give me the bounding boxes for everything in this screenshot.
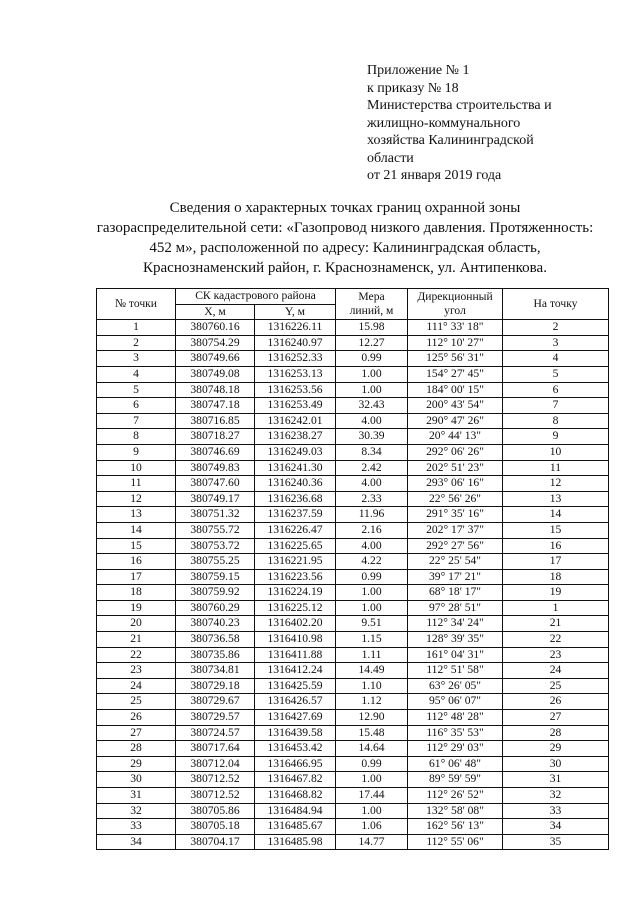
cell-to-point: 24 [503,663,609,679]
cell-to-point: 13 [503,491,609,507]
cell-to-point: 19 [503,585,609,601]
heading-line: Сведения о характерных точках границ охранной зоны [169,200,521,216]
table-row [97,678,609,694]
cell-angle: 116° 35' 53" [408,725,503,741]
cell-angle: 161° 04' 31" [408,647,503,663]
cell-to-point: 31 [503,772,609,788]
cell-point-no: 32 [97,803,176,819]
appendix-line: Приложение № 1 [367,63,470,78]
cell-point-no: 2 [97,335,176,351]
cell-length: 0.99 [336,756,408,772]
cell-angle: 22° 56' 26" [408,491,503,507]
cell-angle: 290° 47' 26" [408,413,503,429]
cell-angle: 292° 06' 26" [408,444,503,460]
cell-angle: 293° 06' 16" [408,476,503,492]
cell-to-point: 26 [503,694,609,710]
cell-length: 15.98 [336,320,408,336]
table-row [97,476,609,492]
cell-to-point: 34 [503,819,609,835]
cell-to-point: 16 [503,538,609,554]
cell-point-no: 34 [97,834,176,850]
heading-line: 452 м», расположенной по адресу: Калининградская область, [149,240,541,256]
cell-x: 380718.27 [176,429,255,445]
table-row [97,351,609,367]
table-row [97,710,609,726]
cell-point-no: 14 [97,522,176,538]
appendix-line: хозяйства Калининградской [367,133,534,148]
appendix-line: области [367,150,414,166]
cell-length: 1.00 [336,772,408,788]
document-heading [80,198,610,278]
table-row [97,834,609,850]
cell-length: 1.12 [336,694,408,710]
cell-x: 380754.29 [176,335,255,351]
cell-to-point: 28 [503,725,609,741]
cell-y: 1316453.42 [255,741,336,757]
cell-x: 380749.83 [176,460,255,476]
header-length: Мера линий, м [336,289,408,320]
cell-x: 380749.08 [176,366,255,382]
cell-length: 32.43 [336,398,408,414]
cell-to-point: 35 [503,834,609,850]
cell-length: 11.96 [336,507,408,523]
cell-to-point: 18 [503,569,609,585]
appendix-line: к приказу № 18 [367,80,459,96]
cell-length: 12.90 [336,710,408,726]
cell-y: 1316468.82 [255,788,336,804]
cell-x: 380735.86 [176,647,255,663]
cell-point-no: 27 [97,725,176,741]
cell-x: 380729.18 [176,678,255,694]
table-row [97,413,609,429]
cell-to-point: 30 [503,756,609,772]
cell-angle: 128° 39' 35" [408,632,503,648]
cell-to-point: 27 [503,710,609,726]
cell-length: 1.00 [336,366,408,382]
table-row [97,366,609,382]
table-row [97,444,609,460]
cell-x: 380724.57 [176,725,255,741]
cell-point-no: 31 [97,788,176,804]
table-row [97,460,609,476]
cell-length: 4.22 [336,554,408,570]
cell-length: 1.00 [336,803,408,819]
cell-point-no: 10 [97,460,176,476]
cell-to-point: 6 [503,382,609,398]
cell-x: 380740.23 [176,616,255,632]
cell-x: 380748.18 [176,382,255,398]
cell-length: 1.11 [336,647,408,663]
cell-y: 1316240.97 [255,335,336,351]
table-row [97,647,609,663]
cell-angle: 61° 06' 48" [408,756,503,772]
cell-y: 1316221.95 [255,554,336,570]
table-row [97,600,609,616]
cell-y: 1316225.12 [255,600,336,616]
cell-y: 1316252.33 [255,351,336,367]
cell-angle: 202° 51' 23" [408,460,503,476]
cell-to-point: 14 [503,507,609,523]
cell-angle: 292° 27' 56" [408,538,503,554]
cell-length: 4.00 [336,538,408,554]
cell-x: 380704.17 [176,834,255,850]
cell-y: 1316410.98 [255,632,336,648]
cell-point-no: 26 [97,710,176,726]
cell-point-no: 18 [97,585,176,601]
cell-y: 1316242.01 [255,413,336,429]
cell-to-point: 25 [503,678,609,694]
cell-to-point: 23 [503,647,609,663]
table-body [97,320,609,850]
table-row [97,803,609,819]
cell-y: 1316425.59 [255,678,336,694]
cell-angle: 39° 17' 21" [408,569,503,585]
cell-angle: 20° 44' 13" [408,429,503,445]
cell-length: 2.33 [336,491,408,507]
header-cs: СК кадастрового района [176,289,336,305]
cell-point-no: 15 [97,538,176,554]
cell-point-no: 22 [97,647,176,663]
cell-to-point: 21 [503,616,609,632]
cell-y: 1316224.19 [255,585,336,601]
table-row [97,569,609,585]
cell-angle: 184° 00' 15" [408,382,503,398]
header-x: X, м [176,304,255,320]
cell-y: 1316466.95 [255,756,336,772]
cell-x: 380716.85 [176,413,255,429]
cell-x: 380705.18 [176,819,255,835]
cell-angle: 200° 43' 54" [408,398,503,414]
cell-y: 1316236.68 [255,491,336,507]
cell-point-no: 23 [97,663,176,679]
cell-x: 380747.18 [176,398,255,414]
cell-angle: 112° 51' 58" [408,663,503,679]
cell-angle: 154° 27' 45" [408,366,503,382]
cell-angle: 132° 58' 08" [408,803,503,819]
cell-length: 1.06 [336,819,408,835]
cell-angle: 97° 28' 51" [408,600,503,616]
table-row [97,741,609,757]
table-row [97,772,609,788]
header-y: Y, м [255,304,336,320]
cell-y: 1316253.49 [255,398,336,414]
cell-to-point: 9 [503,429,609,445]
cell-length: 1.00 [336,382,408,398]
cell-to-point: 7 [503,398,609,414]
cell-y: 1316426.57 [255,694,336,710]
boundary-points-table [96,288,609,850]
cell-x: 380760.16 [176,320,255,336]
cell-angle: 112° 26' 52" [408,788,503,804]
cell-y: 1316225.65 [255,538,336,554]
cell-length: 1.10 [336,678,408,694]
cell-length: 14.64 [336,741,408,757]
table-row [97,491,609,507]
cell-y: 1316249.03 [255,444,336,460]
cell-y: 1316427.69 [255,710,336,726]
cell-angle: 291° 35' 16" [408,507,503,523]
table-row [97,429,609,445]
cell-angle: 125° 56' 31" [408,351,503,367]
cell-point-no: 21 [97,632,176,648]
cell-length: 12.27 [336,335,408,351]
cell-y: 1316253.13 [255,366,336,382]
cell-y: 1316412.24 [255,663,336,679]
table-row [97,788,609,804]
cell-point-no: 7 [97,413,176,429]
cell-length: 8.34 [336,444,408,460]
cell-x: 380712.04 [176,756,255,772]
cell-length: 30.39 [336,429,408,445]
cell-point-no: 4 [97,366,176,382]
cell-length: 1.00 [336,585,408,601]
cell-point-no: 24 [97,678,176,694]
cell-angle: 162° 56' 13" [408,819,503,835]
cell-to-point: 32 [503,788,609,804]
cell-angle: 202° 17' 37" [408,522,503,538]
cell-x: 380759.15 [176,569,255,585]
cell-x: 380749.66 [176,351,255,367]
cell-angle: 22° 25' 54" [408,554,503,570]
heading-line: газораспределительной сети: «Газопровод низкого давления. Протяженность: [96,220,594,236]
cell-length: 4.00 [336,413,408,429]
cell-to-point: 4 [503,351,609,367]
cell-angle: 89° 59' 59" [408,772,503,788]
cell-point-no: 29 [97,756,176,772]
cell-y: 1316226.11 [255,320,336,336]
cell-point-no: 20 [97,616,176,632]
cell-angle: 112° 34' 24" [408,616,503,632]
cell-y: 1316253.56 [255,382,336,398]
cell-to-point: 22 [503,632,609,648]
cell-to-point: 11 [503,460,609,476]
cell-x: 380736.58 [176,632,255,648]
cell-y: 1316485.67 [255,819,336,835]
cell-point-no: 9 [97,444,176,460]
table-row [97,335,609,351]
table-row [97,398,609,414]
cell-point-no: 6 [97,398,176,414]
cell-length: 9.51 [336,616,408,632]
cell-to-point: 29 [503,741,609,757]
appendix-line: Министерства строительства и [367,98,552,113]
cell-to-point: 1 [503,600,609,616]
heading-line: Краснознаменский район, г. Краснознаменск, ул. Антипенкова. [143,260,547,276]
cell-x: 380712.52 [176,788,255,804]
cell-angle: 111° 33' 18" [408,320,503,336]
cell-x: 380759.92 [176,585,255,601]
header-angle: Дирекционный угол [408,289,503,320]
table-row [97,554,609,570]
cell-angle: 112° 10' 27" [408,335,503,351]
cell-x: 380749.17 [176,491,255,507]
cell-to-point: 17 [503,554,609,570]
cell-x: 380734.81 [176,663,255,679]
cell-point-no: 11 [97,476,176,492]
table-row [97,320,609,336]
cell-length: 15.48 [336,725,408,741]
cell-y: 1316439.58 [255,725,336,741]
cell-point-no: 12 [97,491,176,507]
cell-to-point: 15 [503,522,609,538]
header-to-point: На точку [503,289,609,320]
cell-y: 1316485.98 [255,834,336,850]
cell-y: 1316467.82 [255,772,336,788]
cell-x: 380747.60 [176,476,255,492]
cell-point-no: 1 [97,320,176,336]
cell-point-no: 16 [97,554,176,570]
cell-length: 17.44 [336,788,408,804]
cell-to-point: 3 [503,335,609,351]
table-row [97,538,609,554]
cell-point-no: 3 [97,351,176,367]
cell-y: 1316237.59 [255,507,336,523]
cell-angle: 68° 18' 17" [408,585,503,601]
cell-to-point: 2 [503,320,609,336]
cell-to-point: 10 [503,444,609,460]
cell-x: 380729.57 [176,710,255,726]
table-row [97,756,609,772]
cell-length: 4.00 [336,476,408,492]
cell-length: 0.99 [336,569,408,585]
cell-to-point: 12 [503,476,609,492]
cell-y: 1316240.36 [255,476,336,492]
appendix-block [367,62,617,185]
cell-to-point: 8 [503,413,609,429]
cell-angle: 63° 26' 05" [408,678,503,694]
table-header-row [97,289,609,305]
cell-x: 380705.86 [176,803,255,819]
table-row [97,632,609,648]
cell-length: 14.77 [336,834,408,850]
cell-point-no: 17 [97,569,176,585]
cell-length: 0.99 [336,351,408,367]
cell-point-no: 25 [97,694,176,710]
cell-angle: 95° 06' 07" [408,694,503,710]
cell-length: 1.00 [336,600,408,616]
cell-angle: 112° 48' 28" [408,710,503,726]
table-row [97,585,609,601]
cell-to-point: 33 [503,803,609,819]
table-row [97,694,609,710]
cell-x: 380751.32 [176,507,255,523]
cell-y: 1316226.47 [255,522,336,538]
cell-y: 1316411.88 [255,647,336,663]
cell-point-no: 33 [97,819,176,835]
cell-length: 1.15 [336,632,408,648]
cell-point-no: 28 [97,741,176,757]
cell-angle: 112° 55' 06" [408,834,503,850]
table-row [97,725,609,741]
cell-length: 2.42 [336,460,408,476]
cell-length: 14.49 [336,663,408,679]
cell-x: 380717.64 [176,741,255,757]
header-point-no: № точки [97,289,176,320]
appendix-line: от 21 января 2019 года [367,168,502,183]
cell-y: 1316241.30 [255,460,336,476]
table-row [97,507,609,523]
cell-y: 1316223.56 [255,569,336,585]
appendix-line: жилищно-коммунального [367,115,521,131]
cell-point-no: 8 [97,429,176,445]
table-row [97,522,609,538]
cell-angle: 112° 29' 03" [408,741,503,757]
cell-x: 380729.67 [176,694,255,710]
table-row [97,819,609,835]
cell-x: 380755.72 [176,522,255,538]
cell-point-no: 30 [97,772,176,788]
cell-y: 1316484.94 [255,803,336,819]
cell-point-no: 13 [97,507,176,523]
cell-x: 380746.69 [176,444,255,460]
cell-x: 380753.72 [176,538,255,554]
cell-y: 1316402.20 [255,616,336,632]
table-row [97,663,609,679]
cell-x: 380712.52 [176,772,255,788]
cell-length: 2.16 [336,522,408,538]
table-row [97,616,609,632]
cell-y: 1316238.27 [255,429,336,445]
cell-x: 380760.29 [176,600,255,616]
table-row [97,382,609,398]
cell-point-no: 5 [97,382,176,398]
cell-x: 380755.25 [176,554,255,570]
cell-point-no: 19 [97,600,176,616]
cell-to-point: 5 [503,366,609,382]
